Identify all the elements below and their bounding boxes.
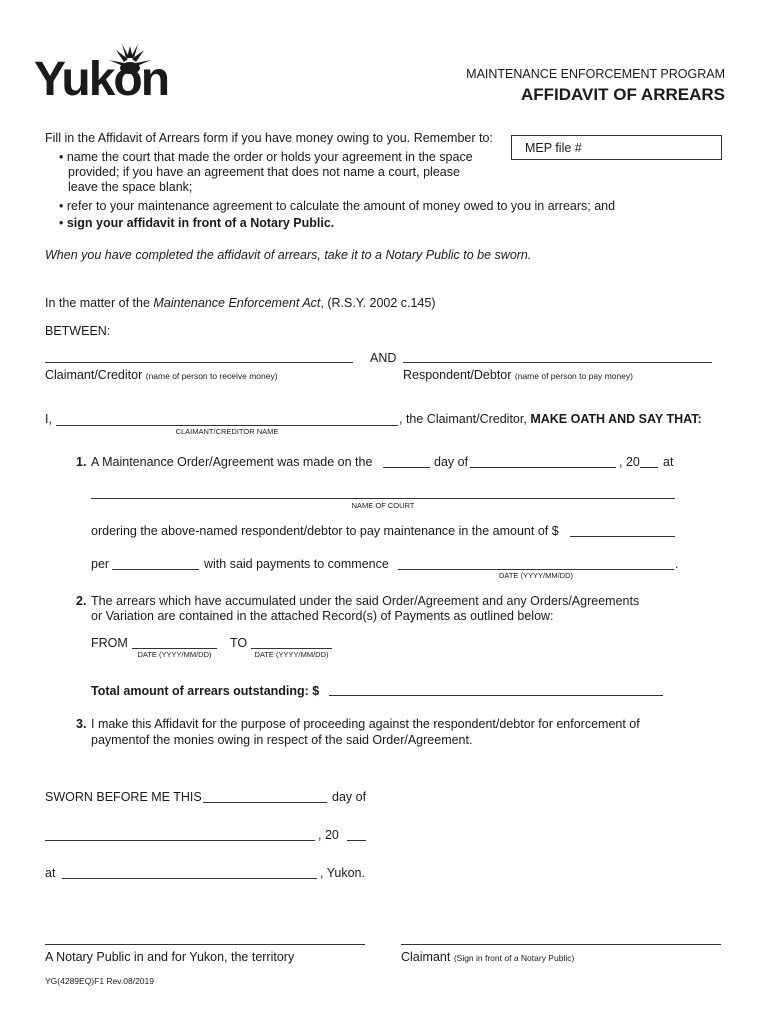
notary-label: A Notary Public in and for Yukon, the territory <box>45 950 295 964</box>
from-date-line[interactable] <box>132 648 217 649</box>
notary-signature-line[interactable] <box>45 944 365 945</box>
to-label: TO <box>230 636 248 650</box>
completed-note: When you have completed the affidavit of arrears, take it to a Notary Public to be sworn. <box>45 248 532 262</box>
instructions-intro: Fill in the Affidavit of Arrears form if you have money owing to you. Remember to: <box>45 131 493 145</box>
oath-i: I, <box>45 412 52 426</box>
item2-number: 2. <box>76 594 87 608</box>
year-prefix: , 20 <box>619 455 640 469</box>
sworn-year-prefix: , 20 <box>318 828 339 842</box>
item1-text: A Maintenance Order/Agreement was made on the <box>91 455 373 469</box>
claimant-name-caption: CLAIMANT/CREDITOR NAME <box>175 427 279 436</box>
commence-date-caption: DATE (YYYY/MM/DD) <box>498 571 574 580</box>
between-label: BETWEEN: <box>45 324 111 338</box>
oath-suffix: , the Claimant/Creditor, MAKE OATH AND SAY THAT: <box>399 412 702 426</box>
bullet-1: • name the court that made the order or holds your agreement in the space <box>59 150 473 164</box>
bullet-1-line3: leave the space blank; <box>68 180 193 194</box>
bullet-3: • sign your affidavit in front of a Notary Public. <box>59 216 335 230</box>
commence-period: . <box>675 557 679 571</box>
ordering-text: ordering the above-named respondent/debtor to pay maintenance in the amount of $ <box>91 524 559 538</box>
form-title: AFFIDAVIT OF ARREARS <box>521 85 725 104</box>
per-label: per <box>91 557 110 571</box>
to-date-caption: DATE (YYYY/MM/DD) <box>254 650 329 659</box>
bullet-2: • refer to your maintenance agreement to calculate the amount of money owed to you in arrears; and <box>59 199 616 213</box>
and-label: AND <box>370 351 397 365</box>
bullet-icon: • <box>59 150 67 164</box>
bullet-icon: • <box>59 216 67 230</box>
item3-line2: paymentof the monies owing in respect of the said Order/Agreement. <box>91 733 473 747</box>
item2-line1: The arrears which have accumulated under the said Order/Agreement and any Orders/Agreements <box>91 594 640 608</box>
item1-number: 1. <box>76 455 87 469</box>
sworn-at-label: at <box>45 866 56 880</box>
order-month-line[interactable] <box>470 467 616 468</box>
total-arrears-label: Total amount of arrears outstanding: $ <box>91 684 320 698</box>
order-year-line[interactable] <box>640 467 658 468</box>
sworn-before-label: SWORN BEFORE ME THIS <box>45 790 202 804</box>
total-arrears-line[interactable] <box>329 695 663 696</box>
commence-date-line[interactable] <box>398 569 674 570</box>
commence-label: with said payments to commence <box>204 557 389 571</box>
matter-line: In the matter of the Maintenance Enforcement Act, (R.S.Y. 2002 c.145) <box>45 296 436 310</box>
yukon-logo <box>34 44 174 104</box>
claimant-signature-line[interactable] <box>401 944 721 945</box>
court-name-caption: NAME OF COURT <box>351 501 415 510</box>
form-code: YG(4289EQ)F1 Rev.08/2019 <box>45 976 154 986</box>
claimant-label: Claimant/Creditor (name of person to receive money) <box>45 368 278 382</box>
item2-line2: or Variation are contained in the attached Record(s) of Payments as outlined below: <box>91 609 554 623</box>
court-name-line[interactable] <box>91 498 675 499</box>
logo-text: Yukon <box>34 53 169 106</box>
respondent-label: Respondent/Debtor (name of person to pay money) <box>403 368 634 382</box>
sworn-day-of: day of <box>332 790 367 804</box>
claimant-oath-line[interactable] <box>56 425 398 426</box>
at-label: at <box>663 455 674 469</box>
mep-file-box[interactable] <box>511 135 722 160</box>
amount-line[interactable] <box>570 536 675 537</box>
item3-number: 3. <box>76 717 87 731</box>
sworn-day-line[interactable] <box>203 802 327 803</box>
from-label: FROM <box>91 636 128 650</box>
bullet-1-line2: provided; if you have an agreement that does not name a court, please <box>68 165 460 179</box>
sworn-location-line[interactable] <box>62 878 317 879</box>
respondent-name-line[interactable] <box>403 362 712 363</box>
sworn-month-line[interactable] <box>45 840 315 841</box>
bullet-icon: • <box>59 199 67 213</box>
order-day-line[interactable] <box>383 467 430 468</box>
item3-line1: I make this Affidavit for the purpose of proceeding against the respondent/debtor for enforcement of <box>91 717 640 731</box>
sworn-yukon: , Yukon. <box>320 866 365 880</box>
program-name: MAINTENANCE ENFORCEMENT PROGRAM <box>466 67 725 81</box>
mep-file-label: MEP file # <box>525 141 582 155</box>
sworn-year-line[interactable] <box>347 840 366 841</box>
day-of-label: day of <box>434 455 469 469</box>
per-period-line[interactable] <box>112 569 199 570</box>
from-date-caption: DATE (YYYY/MM/DD) <box>137 650 212 659</box>
claimant-signature-label: Claimant (Sign in front of a Notary Public) <box>401 950 575 964</box>
claimant-name-line[interactable] <box>45 362 353 363</box>
to-date-line[interactable] <box>251 648 332 649</box>
